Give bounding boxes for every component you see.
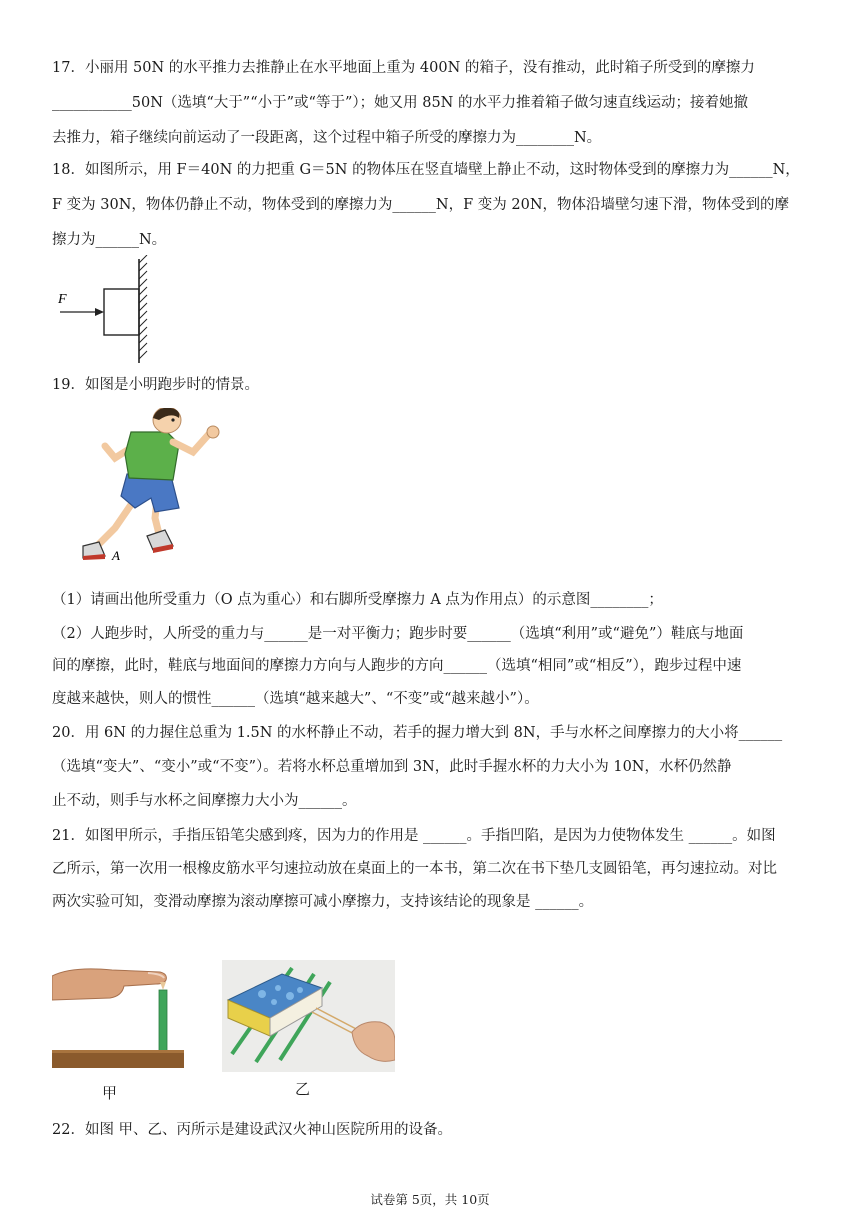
q20-line-3: 止不动，则手与水杯之间摩擦力大小为______。 (52, 793, 357, 809)
q18-line-2: F 变为 30N，物体仍静止不动，物体受到的摩擦力为______N，F 变为 20N，物体沿墙壁匀速下滑，物体受到的摩 (52, 197, 790, 213)
q21-caption-jia: 甲 (102, 1084, 118, 1102)
q19-part-2-line-2: 间的摩擦，此时，鞋底与地面间的摩擦力方向与人跑步的方向______（选填“相同”或“相反”），跑步过程中速 (52, 658, 742, 674)
force-label: F (58, 292, 67, 307)
q18-wall-block-figure (52, 255, 162, 367)
q18-line-1: 18．如图所示，用 F＝40N 的力把重 G＝5N 的物体压在竖直墙壁上静止不动，这时物体受到的摩擦力为______N， (52, 162, 800, 178)
q19-part-2-line-1: （2）人跑步时，人所受的重力与______是一对平衡力；跑步时要______（选填“利用”或“避免”）鞋底与地面 (52, 626, 744, 642)
force-arrowhead (95, 308, 104, 316)
pencil-body (159, 990, 167, 1052)
page-footer: 试卷第 5页，共 10页 (370, 1192, 490, 1207)
q21-line-3: 两次实验可知，变滑动摩擦为滚动摩擦可减小摩擦力，支持该结论的现象是 ______。 (52, 894, 594, 910)
q20-line-2: （选填“变大”、“变小”或“不变”）。若将水杯总重增加到 3N，此时手握水杯的力大小为 10N，水杯仍然静 (52, 759, 732, 775)
q22-line-1: 22．如图 甲、乙、丙所示是建设武汉火神山医院所用的设备。 (52, 1122, 453, 1138)
q17-line-3: 去推力，箱子继续向前运动了一段距离，这个过程中箱子所受的摩擦力为________N。 (52, 130, 602, 146)
q21-figure-yi-book-pencils (222, 960, 395, 1072)
q17-line-1: 17．小丽用 50N 的水平推力去推静止在水平地面上重为 400N 的箱子，没有推动，此时箱子所受到的摩擦力 (52, 60, 755, 76)
fist (207, 426, 219, 438)
q21-line-1: 21．如图甲所示，手指压铅笔尖感到疼，因为力的作用是 ______。手指凹陷，是因为力使物体发生 ______。如图 (52, 828, 776, 844)
q19-part-1: （1）请画出他所受重力（O 点为重心）和右脚所受摩擦力 A 点为作用点）的示意图________； (52, 592, 663, 608)
eye (171, 418, 174, 421)
point-a-label: A (112, 548, 120, 563)
q19-running-boy-figure (75, 408, 235, 578)
block (104, 289, 139, 335)
q19-part-2-line-3: 度越来越快，则人的惯性______（选填“越来越大”、“不变”或“越来越小”）。 (52, 691, 539, 707)
q20-line-1: 20．用 6N 的力握住总重为 1.5N 的水杯静止不动，若手的握力增大到 8N，手与水杯之间摩擦力的大小将______ (52, 725, 783, 741)
q21-caption-yi: 乙 (295, 1080, 311, 1098)
wall-hatching (139, 255, 147, 359)
q17-line-2: ___________50N（选填“大于”“小于”或“等于”）；她又用 85N 的水平力推着箱子做匀速直线运动；接着她撤 (52, 95, 748, 111)
q18-line-3: 擦力为______N。 (52, 232, 167, 248)
q21-figure-jia-finger-pencil (52, 962, 184, 1068)
q19-line-1: 19．如图是小明跑步时的情景。 (52, 377, 259, 393)
q21-line-2: 乙所示，第一次用一根橡皮筋水平匀速拉动放在桌面上的一本书，第二次在书下垫几支圆铅笔，再匀速拉动。对比 (52, 861, 777, 877)
